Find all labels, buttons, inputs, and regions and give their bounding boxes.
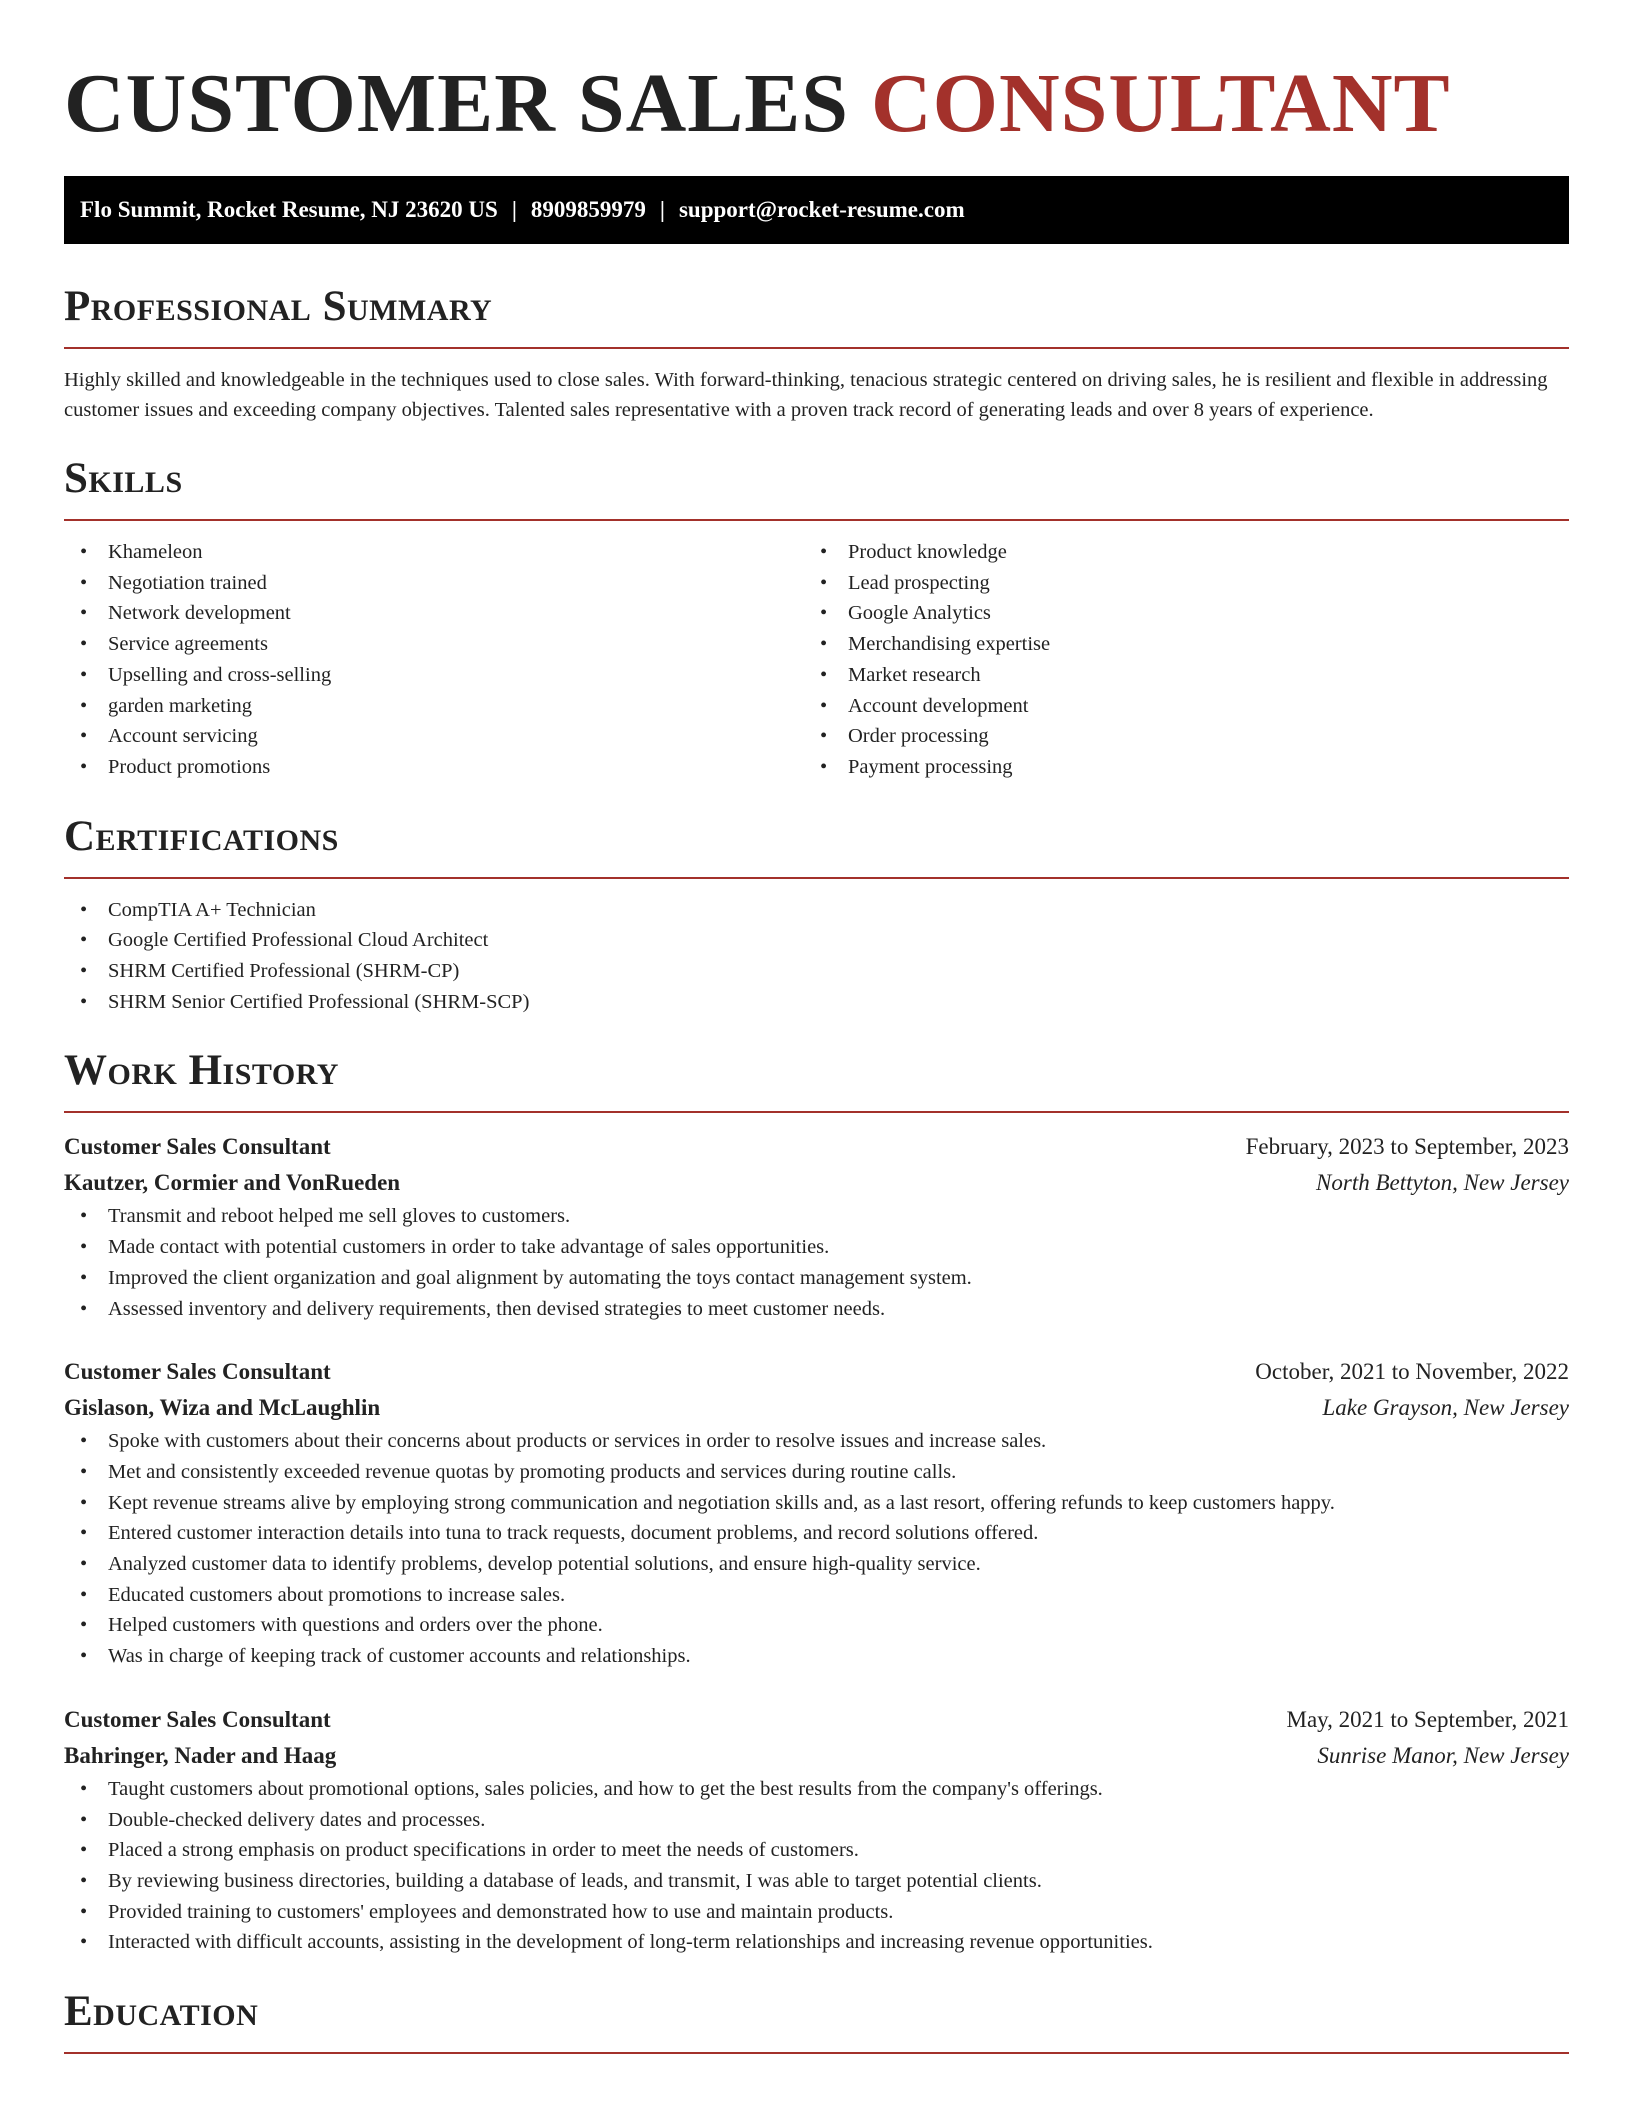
job-duty-item: • Was in charge of keeping track of customer accounts and relationships. <box>64 1641 1569 1672</box>
job-dates: February, 2023 to September, 2023 <box>1245 1134 1569 1160</box>
job-duty-item: • Transmit and reboot helped me sell gloves to customers. <box>64 1201 1569 1232</box>
summary-text: Highly skilled and knowledgeable in the techniques used to close sales. With forward-thinking, tenacious strategic centered on driving sales, he is resilient and flexible in addressing customer issues and exceeding company objectives. Talented sales representative with a proven track record of generating leads and over 8 years of experience. <box>64 369 1548 421</box>
title-accent: CONSULTANT <box>871 57 1451 150</box>
resume-title <box>64 56 1569 152</box>
job-duties-list <box>64 1201 1569 1324</box>
certifications-heading: Certifications <box>64 812 339 860</box>
skill-item: • Order processing <box>804 721 1544 752</box>
job-duty-item: • Assessed inventory and delivery requirements, then devised strategies to meet customer needs. <box>64 1294 1569 1325</box>
skill-item: • Merchandising expertise <box>804 629 1544 660</box>
work-history-section <box>64 1045 1569 1958</box>
certification-item: • CompTIA A+ Technician <box>64 895 1569 926</box>
certifications-list <box>64 895 1569 1018</box>
job-title: Customer Sales Consultant <box>64 1706 331 1732</box>
summary-heading: Professional Summary <box>64 283 493 330</box>
skills-heading: Skills <box>64 455 183 502</box>
section-divider <box>64 877 1569 879</box>
job-duty-item: • Educated customers about promotions to increase sales. <box>64 1580 1569 1611</box>
skill-item: • Product knowledge <box>804 537 1544 568</box>
job-location: Sunrise Manor, New Jersey <box>1317 1742 1569 1768</box>
section-divider <box>64 347 1569 349</box>
contact-address: Flo Summit, Rocket Resume, NJ 23620 US <box>80 197 498 222</box>
work-history-heading: Work History <box>64 1047 339 1095</box>
contact-separator: | <box>511 197 517 222</box>
job-duty-item: • By reviewing business directories, building a database of leads, and transmit, I was able to target potential clients. <box>64 1866 1569 1897</box>
education-section <box>64 1986 1569 2054</box>
title-main: CUSTOMER SALES <box>64 57 850 150</box>
job-duty-item: • Made contact with potential customers in order to take advantage of sales opportunities. <box>64 1232 1569 1263</box>
job-dates: May, 2021 to September, 2021 <box>1286 1706 1569 1732</box>
skill-item: • Khameleon <box>64 537 804 568</box>
section-divider <box>64 1111 1569 1113</box>
contact-email: support@rocket-resume.com <box>678 197 965 222</box>
contact-separator: | <box>659 197 665 222</box>
job-duty-item: • Interacted with difficult accounts, assisting in the development of long-term relationships and increasing revenue opportunities. <box>64 1927 1569 1958</box>
job-header-row <box>64 1702 1569 1738</box>
job-header-row <box>64 1354 1569 1390</box>
certification-item: • Google Certified Professional Cloud Architect <box>64 925 1569 956</box>
certifications-section <box>64 811 1569 1018</box>
skill-item: • Negotiation trained <box>64 568 804 599</box>
job-duty-item: • Spoke with customers about their concerns about products or services in order to resolve issues and increase sales. <box>64 1426 1569 1457</box>
skill-item: • Lead prospecting <box>804 568 1544 599</box>
job-duty-item: • Analyzed customer data to identify problems, develop potential solutions, and ensure high-quality service. <box>64 1549 1569 1580</box>
job-duty-item: • Double-checked delivery dates and processes. <box>64 1805 1569 1836</box>
job-duty-item: • Provided training to customers' employees and demonstrated how to use and maintain products. <box>64 1897 1569 1928</box>
job-dates: October, 2021 to November, 2022 <box>1255 1359 1569 1385</box>
job-location: North Bettyton, New Jersey <box>1316 1170 1569 1196</box>
job-duty-item: • Helped customers with questions and orders over the phone. <box>64 1610 1569 1641</box>
skills-section <box>64 453 1569 783</box>
job-duties-list <box>64 1774 1569 1958</box>
job-company: Gislason, Wiza and McLaughlin <box>64 1395 381 1421</box>
job-duty-item: • Taught customers about promotional options, sales policies, and how to get the best results from the company's offerings. <box>64 1774 1569 1805</box>
skills-list-right <box>804 537 1544 783</box>
skill-item: • Market research <box>804 660 1544 691</box>
job-entry <box>64 1354 1569 1672</box>
contact-bar <box>64 176 1569 244</box>
job-title: Customer Sales Consultant <box>64 1359 331 1385</box>
job-location: Lake Grayson, New Jersey <box>1322 1395 1569 1421</box>
job-company: Kautzer, Cormier and VonRueden <box>64 1170 401 1196</box>
job-duty-item: • Met and consistently exceeded revenue quotas by promoting products and services during routine calls. <box>64 1457 1569 1488</box>
skill-item: • Network development <box>64 598 804 629</box>
job-company: Bahringer, Nader and Haag <box>64 1742 337 1768</box>
job-entry <box>64 1702 1569 1958</box>
job-duties-list <box>64 1426 1569 1672</box>
job-duty-item: • Improved the client organization and goal alignment by automating the toys contact management system. <box>64 1263 1569 1294</box>
skill-item: • Account development <box>804 691 1544 722</box>
skill-item: • Payment processing <box>804 752 1544 783</box>
job-entry <box>64 1129 1569 1324</box>
skill-item: • Account servicing <box>64 721 804 752</box>
job-duty-item: • Kept revenue streams alive by employing strong communication and negotiation skills and, as a last resort, offering refunds to keep customers happy. <box>64 1488 1569 1519</box>
job-company-row <box>64 1390 1569 1426</box>
summary-section <box>64 281 1569 425</box>
certification-item: • SHRM Certified Professional (SHRM-CP) <box>64 956 1569 987</box>
section-divider <box>64 2052 1569 2054</box>
section-divider <box>64 519 1569 521</box>
job-title: Customer Sales Consultant <box>64 1134 331 1160</box>
skills-list-left <box>64 537 804 783</box>
skill-item: • Product promotions <box>64 752 804 783</box>
skill-item: • Upselling and cross-selling <box>64 660 804 691</box>
job-header-row <box>64 1129 1569 1165</box>
education-heading: Education <box>64 1988 259 2036</box>
skills-grid <box>64 537 1569 783</box>
skills-column-left <box>64 537 804 783</box>
skill-item: • Service agreements <box>64 629 804 660</box>
skills-column-right <box>804 537 1544 783</box>
skill-item: • garden marketing <box>64 691 804 722</box>
job-company-row <box>64 1738 1569 1774</box>
job-duty-item: • Placed a strong emphasis on product specifications in order to meet the needs of customers. <box>64 1835 1569 1866</box>
certification-item: • SHRM Senior Certified Professional (SHRM-SCP) <box>64 987 1569 1018</box>
skill-item: • Google Analytics <box>804 598 1544 629</box>
contact-phone: 8909859979 <box>530 197 646 222</box>
job-company-row <box>64 1165 1569 1201</box>
job-duty-item: • Entered customer interaction details into tuna to track requests, document problems, and record solutions offered. <box>64 1518 1569 1549</box>
